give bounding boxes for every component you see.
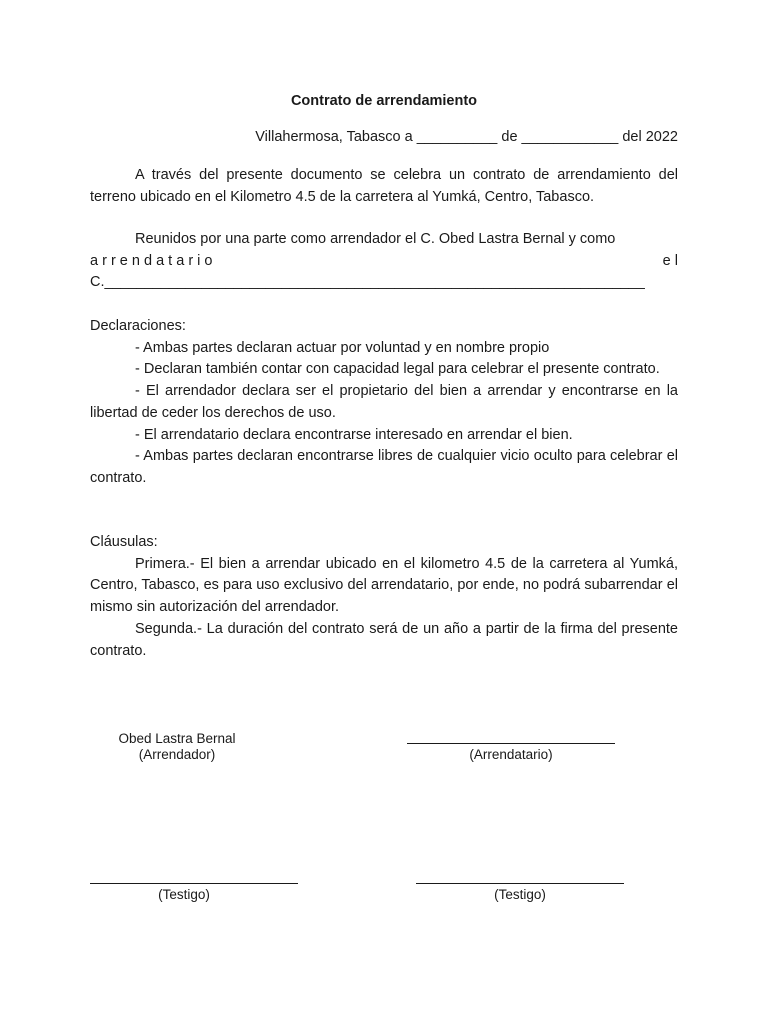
declaration-item: - El arrendador declara ser el propietario del bien a arrendar y encontrarse en la libertad de ceder los derechos de uso.	[90, 383, 678, 421]
landlord-role: (Arrendador)	[138, 747, 216, 762]
tenant-role: (Arrendatario)	[469, 747, 553, 762]
tenant-signature-block	[407, 728, 615, 763]
witness-right-role: (Testigo)	[494, 887, 546, 902]
parties-line-1: Reunidos por una parte como arrendador el C. Obed Lastra Bernal y como	[135, 231, 616, 247]
declaration-item: - El arrendatario declara encontrarse interesado en arrendar el bien.	[135, 426, 573, 443]
clause-item: Segunda.- La duración del contrato será de un año a partir de la firma del presente contrato.	[90, 620, 678, 659]
tenant-name-blank: C.___________________________________________________________________	[90, 274, 645, 291]
witness-left-role: (Testigo)	[158, 887, 210, 902]
clause-item: Primera.- El bien a arrendar ubicado en el kilometro 4.5 de la carretera al Yumká, Centro, Tabasco, es para uso exclusivo del arrendatario, por ende, no podrá subarrendar el mismo sin autorización del arrendador.	[90, 555, 678, 616]
witness-right-signature-line	[416, 883, 624, 884]
witness-left-signature-line	[90, 883, 298, 884]
witness-left-signature-block	[90, 868, 298, 903]
declarations-section	[90, 316, 678, 490]
declarations-heading: Declaraciones:	[90, 318, 186, 334]
landlord-signature-block	[97, 731, 257, 763]
declaration-item: - Declaran también contar con capacidad legal para celebrar el presente contrato.	[135, 361, 660, 378]
clauses-section	[90, 532, 678, 662]
arrendatario-word: a r r e n d a t a r i o	[90, 252, 213, 269]
landlord-name: Obed Lastra Bernal	[118, 731, 236, 746]
document-title: Contrato de arrendamiento	[290, 93, 478, 109]
declaration-item: - Ambas partes declaran actuar por voluntad y en nombre propio	[135, 339, 550, 356]
parties-paragraph	[90, 229, 678, 294]
place-date-line: Villahermosa, Tabasco a __________ de ____________ del 2022	[255, 129, 678, 145]
witness-right-signature-block	[416, 868, 624, 903]
intro-paragraph: A través del presente documento se celebra un contrato de arrendamiento del terreno ubicado en el Kilometro 4.5 de la carretera al Yumká, Centro, Tabasco.	[90, 167, 678, 205]
el-word: e l	[662, 252, 678, 269]
parties-line-2	[90, 251, 678, 273]
clauses-heading: Cláusulas:	[90, 534, 158, 550]
tenant-signature-line	[407, 743, 615, 744]
declaration-item: - Ambas partes declaran encontrarse libres de cualquier vicio oculto para celebrar el contrato.	[90, 448, 678, 486]
